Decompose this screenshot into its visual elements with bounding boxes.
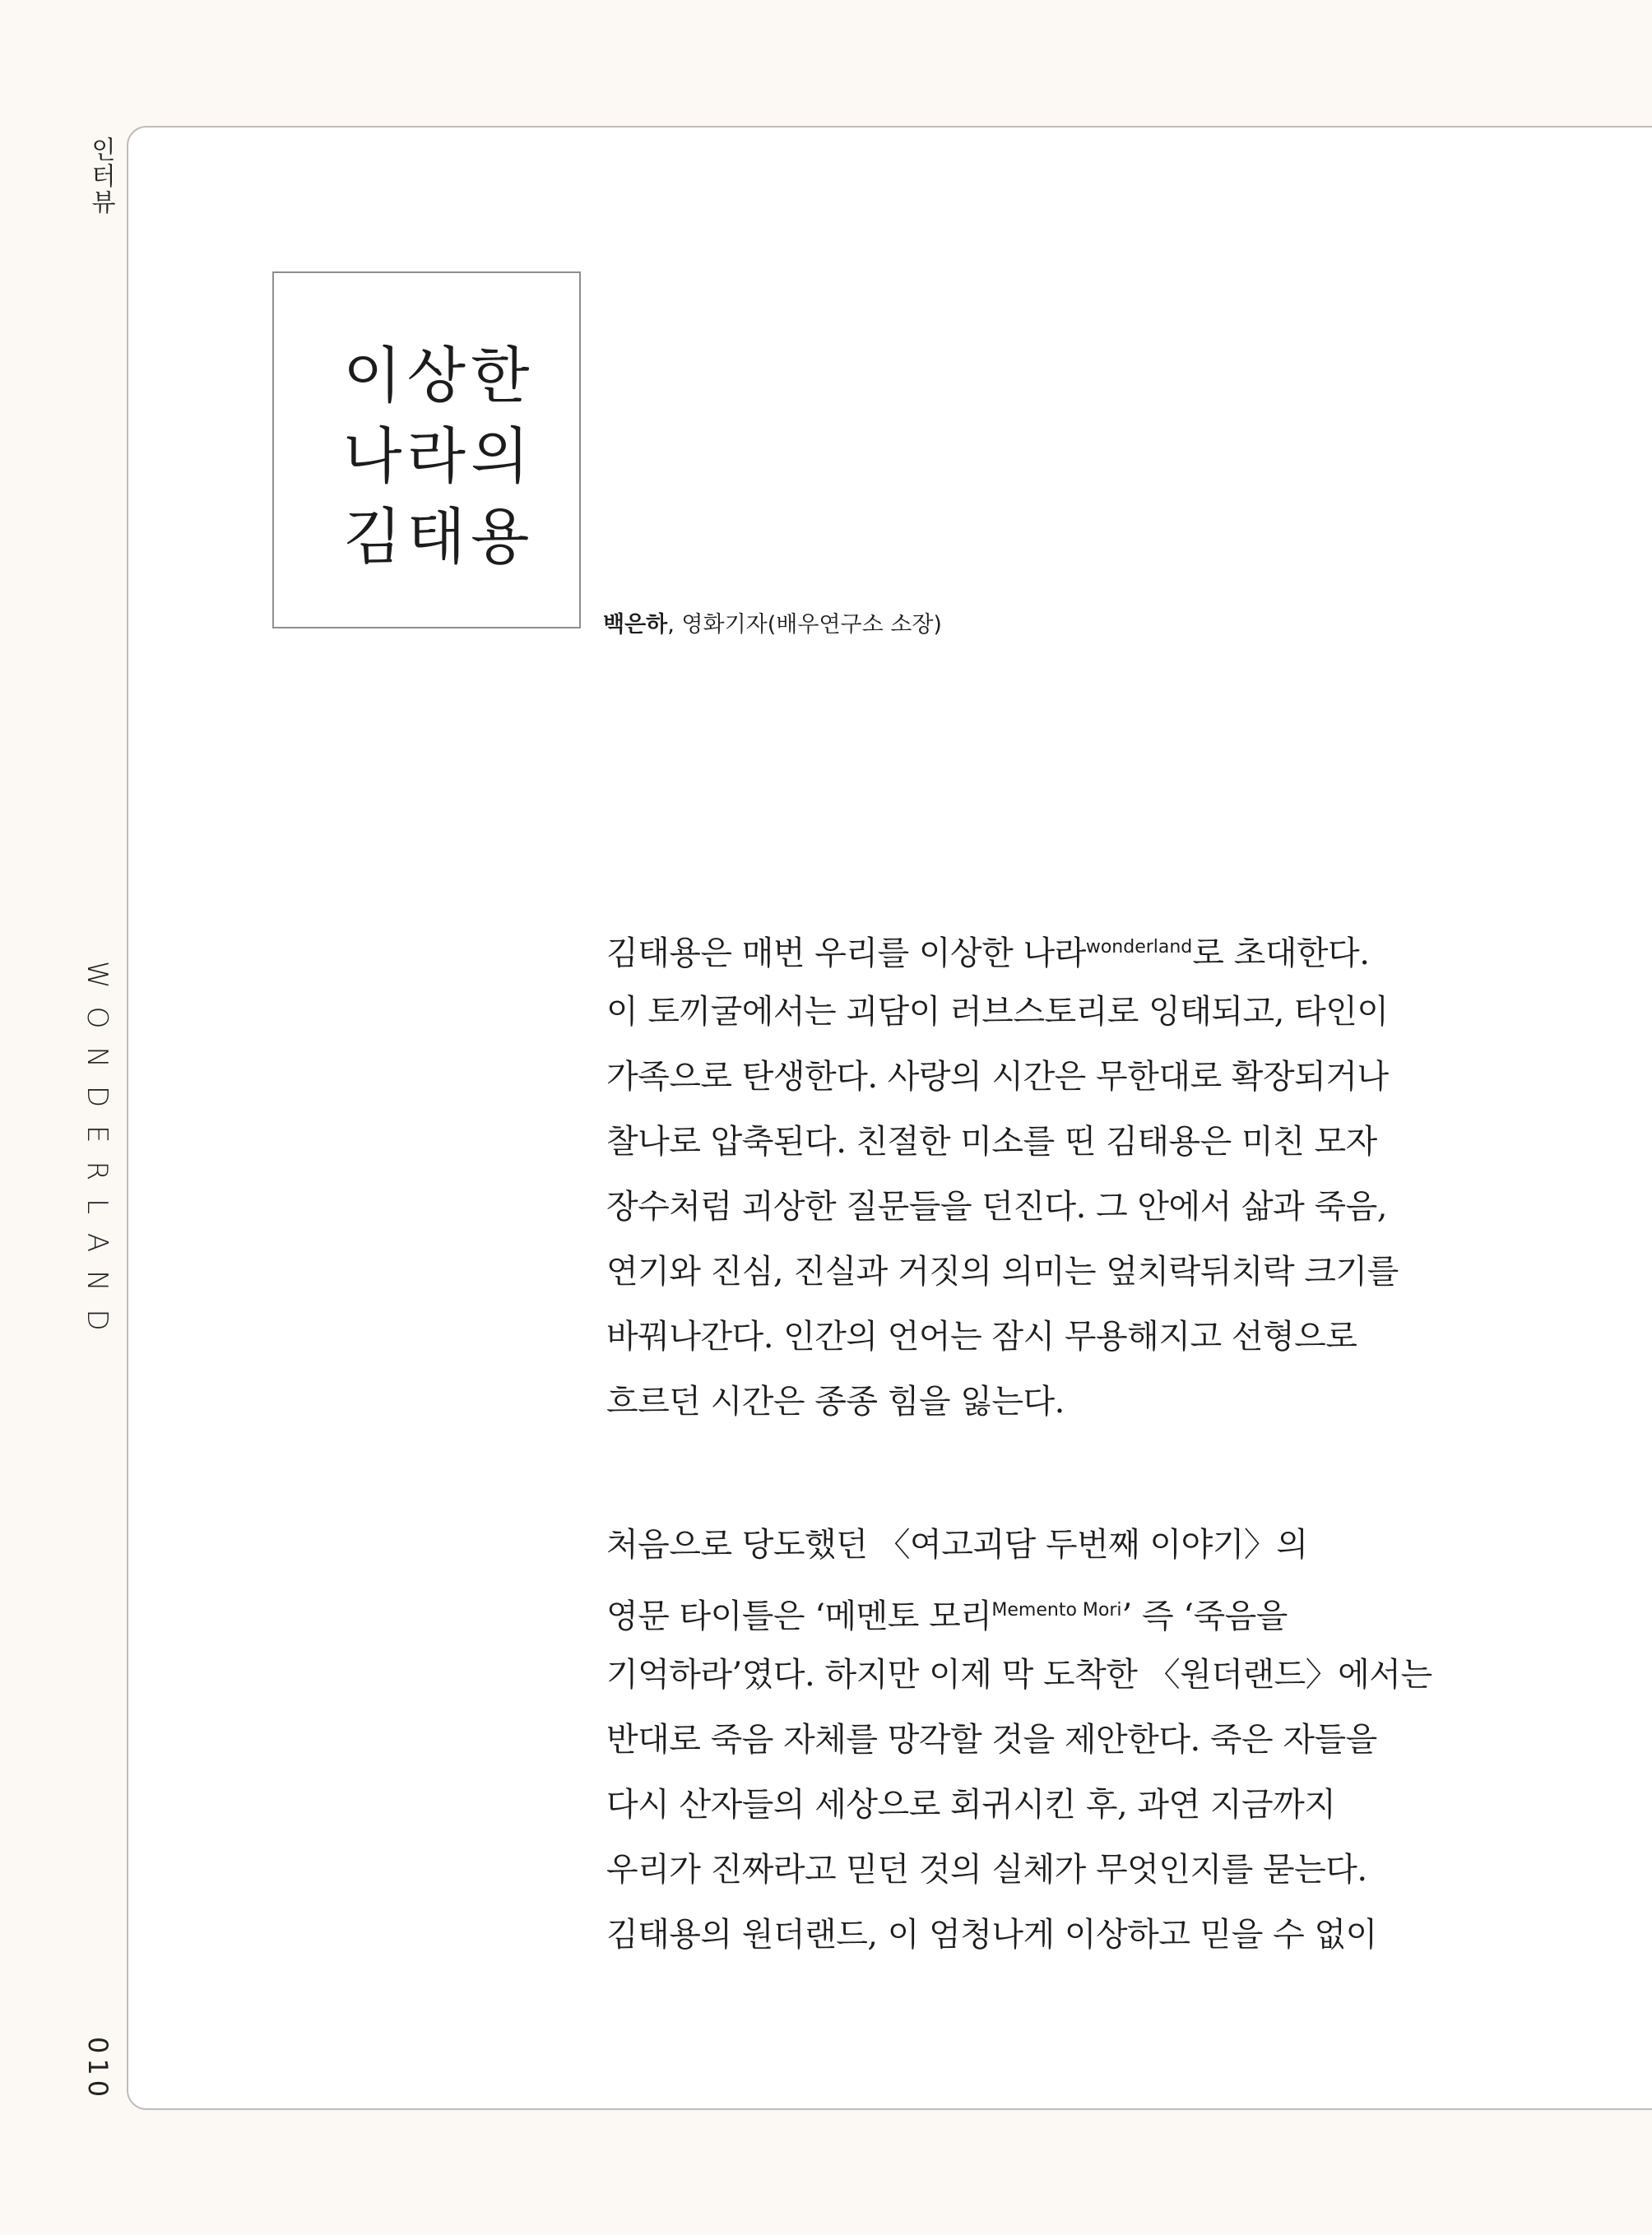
title-line: 김태용 — [343, 502, 535, 573]
body-text: 김태용은 매번 우리를 이상한 나라 — [606, 934, 1086, 972]
body-line — [606, 915, 1446, 980]
body-text: ’ 즉 ‘죽음을 — [1121, 1597, 1288, 1635]
body-paragraph-2 — [606, 1513, 1446, 1968]
body-line: 처음으로 당도했던 〈여고괴담 두번째 이야기〉의 — [606, 1526, 1308, 1564]
body-line: 김태용의 원더랜드, 이 엄청나게 이상하고 믿을 수 없이 — [606, 1916, 1377, 1954]
footnote-word: Memento Mori — [991, 1600, 1122, 1621]
body-text: 영문 타이틀은 ‘메멘토 모리 — [606, 1597, 992, 1635]
body-line — [606, 1578, 1446, 1643]
body-line: 다시 산자들의 세상으로 회귀시킨 후, 과연 지금까지 — [606, 1786, 1336, 1824]
magazine-name: WONDERLAND — [81, 961, 114, 1349]
body-line: 반대로 죽음 자체를 망각할 것을 제안한다. 죽은 자들을 — [606, 1721, 1377, 1759]
byline-author: 백은하 — [603, 612, 668, 638]
body-line: 가족으로 탄생한다. 사랑의 시간은 무한대로 확장되거나 — [606, 1058, 1389, 1096]
body-line: 우리가 진짜라고 믿던 것의 실체가 무엇인지를 묻는다. — [606, 1851, 1367, 1889]
body-line: 장수처럼 괴상한 질문들을 던진다. 그 안에서 삶과 죽음, — [606, 1188, 1388, 1226]
body-line: 연기와 진심, 진실과 거짓의 의미는 엎치락뒤치락 크기를 — [606, 1253, 1399, 1291]
body-line: 찰나로 압축된다. 친절한 미소를 띤 김태용은 미친 모자 — [606, 1123, 1377, 1161]
title-line: 나라의 — [343, 421, 535, 492]
body-line: 기억하라’였다. 하지만 이제 막 도착한 〈원더랜드〉에서는 — [606, 1656, 1432, 1694]
byline — [603, 606, 942, 638]
body-line: 이 토끼굴에서는 괴담이 러브스토리로 잉태되고, 타인이 — [606, 993, 1389, 1031]
body-text: 로 초대한다. — [1192, 934, 1370, 972]
body-paragraph-1 — [606, 915, 1446, 1435]
page-number: 010 — [82, 2037, 114, 2103]
section-label: 인터뷰 — [86, 137, 115, 216]
body-line: 바꿔나간다. 인간의 언어는 잠시 무용해지고 선형으로 — [606, 1318, 1357, 1356]
title-box — [272, 271, 581, 628]
title-line: 이상한 — [343, 341, 535, 411]
byline-role: , 영화기자(배우연구소 소장) — [667, 612, 942, 638]
body-line: 흐르던 시간은 종종 힘을 잃는다. — [606, 1383, 1065, 1421]
footnote-word: wonderland — [1085, 937, 1193, 958]
